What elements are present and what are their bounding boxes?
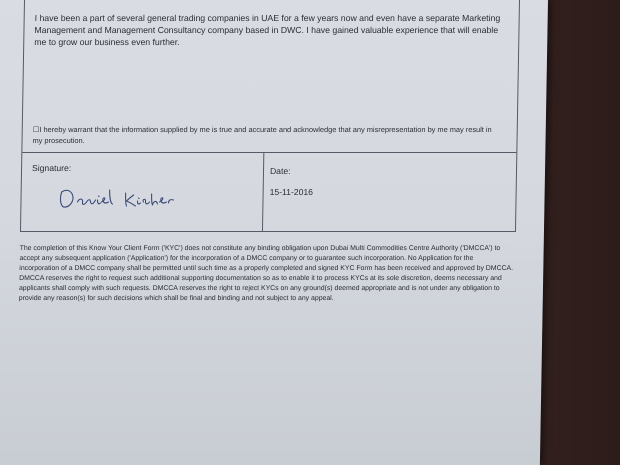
date-value: 15-11-2016 <box>269 187 314 197</box>
handwritten-signature <box>55 183 186 213</box>
signature-label: Signature: <box>31 163 72 173</box>
row-divider <box>22 152 516 153</box>
column-divider <box>262 152 264 232</box>
date-label: Date: <box>269 166 291 176</box>
form-table <box>20 0 520 232</box>
kyc-disclaimer: The completion of this Know Your Client Form ('KYC') does not constitute any binding obligation upon Dubai Multi Commodities Centre Authority ('DMCCA') to accept any subsequent application ('Application') for the incorporation of a DMCC company or to guarantee such incorporation. No Application for the incorporation of a DMCC company shall be permitted until such time as a properly completed and signed KYC Form has been received and approved by DMCCA. DMCCA reserves the right to request such additional supporting documentation so as to enable it to process KYCs at its sole discretion, deems necessary and applicants shall comply with such requests. DMCCA reserves the right to reject KYCs on any ground(s) deemed appropriate and is not under any obligation to provide any reason(s) for such decisions which shall be final and binding and not subject to any appeal. <box>18 245 514 302</box>
warranty-text: I hereby warrant that the information supplied by me is true and accurate and acknowledge that any misrepresentation by me may result in my prosecution. <box>32 125 492 145</box>
warranty-checkbox[interactable]: ☐ <box>32 125 40 134</box>
experience-text: I have been a part of several general trading companies in UAE for a few years now and even have a separate Marketing Management and Management Consultancy company based in DWC. I have gained valuable experience that will enable me to grow our business even further. <box>34 13 501 47</box>
warranty-statement <box>32 124 502 146</box>
